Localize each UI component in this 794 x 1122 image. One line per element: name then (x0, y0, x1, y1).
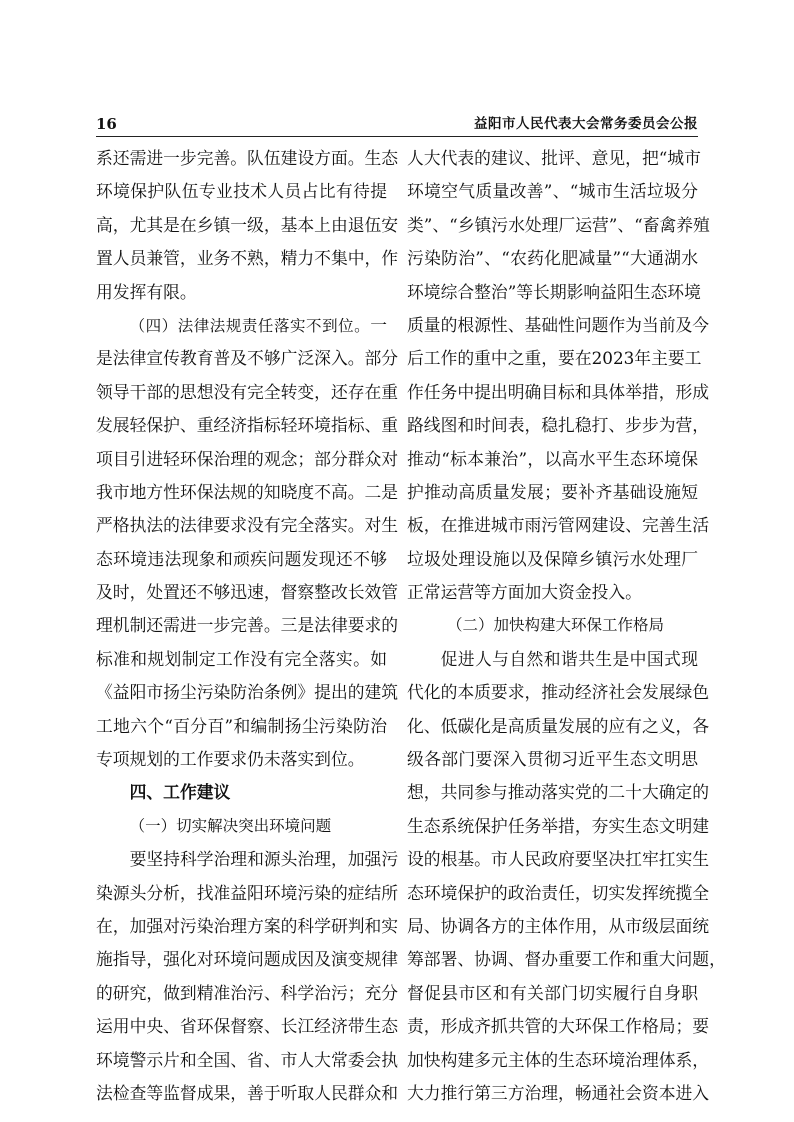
text-line: 是法律宣传教育普及不够广泛深入。部分 (96, 348, 399, 369)
text-line: 级各部门要深入贯彻习近平生态文明思 (407, 749, 698, 770)
text-line: 《益阳市扬尘污染防治条例》提出的建筑 (96, 682, 399, 703)
text-line: 环境综合整治”等长期影响益阳生态环境 (407, 281, 701, 302)
text-line: 专项规划的工作要求仍未落实到位。 (96, 749, 365, 770)
header-rule (96, 136, 698, 137)
text-line: 局、协调各方的主体作用，从市级层面统 (407, 915, 710, 936)
text-line: 责，形成齐抓共管的大环保工作格局；要 (407, 1016, 710, 1037)
text-line: 及时，处置还不够迅速，督察整改长效管 (96, 582, 399, 603)
text-line: 发展轻保护、重经济指标轻环境指标、重 (96, 415, 399, 436)
text-line: 环境空气质量改善”、“城市生活垃圾分 (407, 181, 698, 202)
text-line: 我市地方性环保法规的知晓度不高。二是 (96, 481, 399, 502)
text-line: 作任务中提出明确目标和具体举措，形成 (407, 381, 710, 402)
page-header (96, 114, 698, 138)
text-line: 筹部署、协调、督办重要工作和重大问题， (407, 949, 726, 970)
text-line: 标准和规划制定工作没有完全落实。如 (96, 648, 387, 669)
text-line: 要坚持科学治理和源头治理，加强污 (129, 849, 399, 870)
text-line: 后工作的重中之重，要在2023年主要工 (407, 348, 702, 369)
text-line: 想，共同参与推动落实党的二十大确定的 (407, 782, 710, 803)
text-line: 设的根基。市人民政府要坚决扛牢扛实生 (407, 849, 710, 870)
text-line: 的研究，做到精准治污、科学治污；充分 (96, 982, 399, 1003)
text-line: 理机制还需进一步完善。三是法律要求的 (96, 615, 399, 636)
subsection-heading: （二）加快构建大环保工作格局 (447, 616, 665, 635)
text-line: 用发挥有限。 (96, 281, 197, 302)
text-line: 生态系统保护任务举措，夯实生态文明建 (407, 815, 710, 836)
text-line: 态环境保护的政治责任，切实发挥统揽全 (407, 882, 710, 903)
journal-title: 益阳市人民代表大会常务委员会公报 (474, 116, 698, 132)
section-heading: 四、工作建议 (129, 782, 231, 803)
text-line: 环境保护队伍专业技术人员占比有待提 (96, 181, 387, 202)
text-line: 高，尤其是在乡镇一级，基本上由退伍安 (96, 214, 399, 235)
para4-first-tail: 一 (370, 314, 387, 335)
text-line: 推动“标本兼治”，以高水平生态环境保 (407, 448, 698, 469)
text-line: 运用中央、省环保督察、长江经济带生态 (96, 1016, 399, 1037)
text-line: 染源头分析，找准益阳环境污染的症结所 (96, 882, 399, 903)
left-column (96, 142, 399, 1110)
text-line: 施指导，强化对环境问题成因及演变规律 (96, 949, 399, 970)
text-line: 板，在推进城市雨污管网建设、完善生活 (407, 515, 710, 536)
text-line: 置人员兼管，业务不熟，精力不集中，作 (96, 248, 399, 269)
subsection-heading: （一）切实解决突出环境问题 (129, 816, 332, 835)
paragraph-4-first-line (96, 309, 387, 342)
text-line: 促进人与自然和谐共生是中国式现 (440, 648, 698, 669)
para4-heading: （四）法律法规责任落实不到位。 (129, 316, 371, 335)
text-line: 在，加强对污染治理方案的科学研判和实 (96, 915, 399, 936)
text-line: 人大代表的建议、批评、意见，把“城市 (407, 148, 701, 168)
text-line: 态环境违法现象和顽疾问题发现还不够 (96, 548, 387, 569)
text-line: 正常运营等方面加大资金投入。 (407, 582, 642, 603)
text-line: 严格执法的法律要求没有完全落实。对生 (96, 515, 399, 536)
text-line: 法检查等监督成果，善于听取人民群众和 (96, 1082, 399, 1103)
text-line: 污染防治”、“农药化肥减量”“大通湖水 (407, 248, 698, 269)
text-line: 项目引进轻环保治理的观念；部分群众对 (96, 448, 399, 469)
text-line: 化、低碳化是高质量发展的应有之义，各 (407, 715, 710, 736)
text-line: 加快构建多元主体的生态环境治理体系， (407, 1049, 710, 1070)
text-line: 大力推行第三方治理，畅通社会资本进入 (407, 1082, 710, 1103)
text-line: 督促县市区和有关部门切实履行自身职 (407, 982, 698, 1003)
text-line: 领导干部的思想没有完全转变，还存在重 (96, 381, 399, 402)
text-line: 路线图和时间表，稳扎稳打、步步为营， (407, 415, 710, 436)
text-line: 护推动高质量发展；要补齐基础设施短 (407, 481, 698, 502)
text-line: 垃圾处理设施以及保障乡镇污水处理厂 (407, 548, 698, 569)
text-line: 环境警示片和全国、省、市人大常委会执 (96, 1049, 399, 1070)
text-line: 类”、“乡镇污水处理厂运营”、“畜禽养殖 (407, 214, 710, 235)
right-column (407, 142, 726, 1110)
text-line: 质量的根源性、基础性问题作为当前及今 (407, 314, 710, 335)
text-line: 代化的本质要求，推动经济社会发展绿色 (407, 682, 710, 703)
text-line: 工地六个“百分百”和编制扬尘污染防治 (96, 715, 387, 736)
text-line: 系还需进一步完善。队伍建设方面。生态 (96, 148, 399, 168)
page-number: 16 (96, 115, 117, 133)
